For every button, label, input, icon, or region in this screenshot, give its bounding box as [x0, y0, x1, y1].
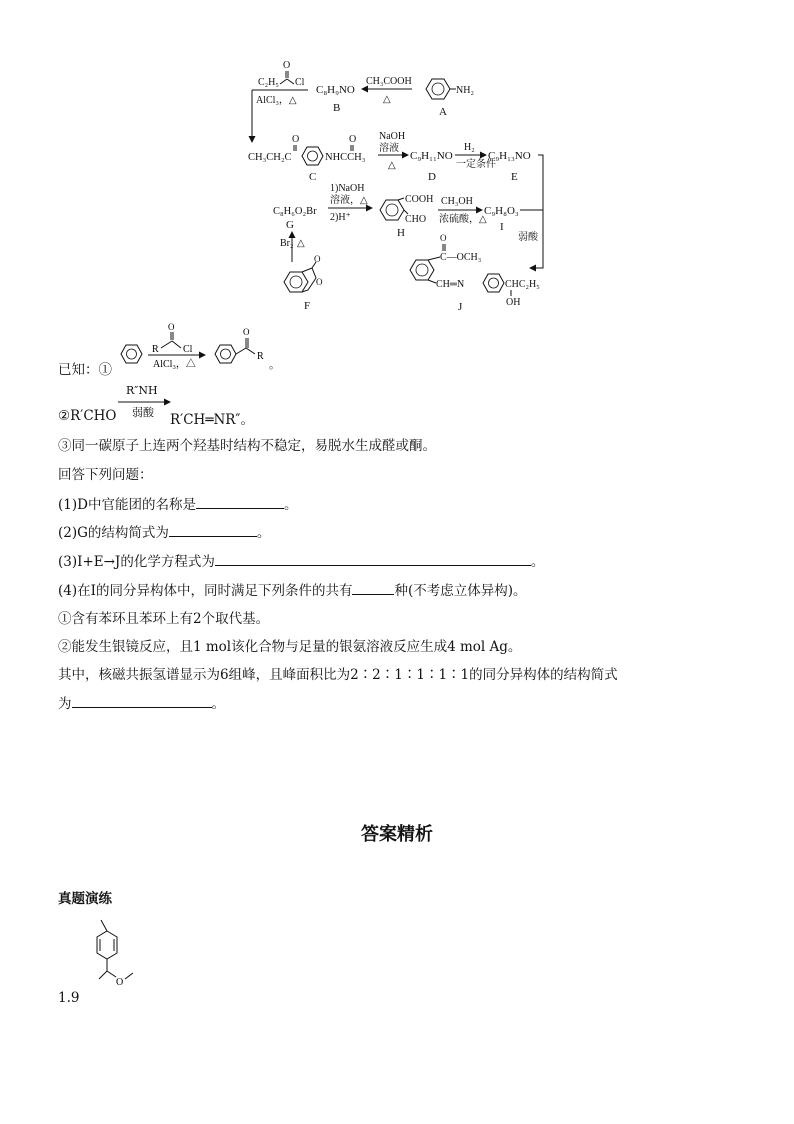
questions-intro: 回答下列问题： — [58, 467, 153, 483]
svg-text:R: R — [257, 351, 264, 362]
svg-text:O: O — [168, 322, 175, 332]
answer-blank-2[interactable] — [169, 524, 257, 537]
known-item-1-prefix: 已知：① — [58, 362, 112, 378]
reagent-acetic-acid: CH₃COOH — [366, 76, 412, 87]
svg-text:O: O — [316, 277, 323, 287]
known-item-2: R″NH ②R′CHO 弱酸 R′CH═NR″。 — [58, 384, 254, 428]
label-F: F — [304, 300, 311, 312]
svg-text:O: O — [292, 134, 300, 145]
question-4-final: 为 。 — [58, 696, 225, 712]
svg-text:Br₂: Br₂ — [280, 238, 294, 249]
compound-B-formula: C₈H₉NO — [316, 84, 355, 96]
label-G: G — [286, 219, 294, 231]
svg-text:C₂H₅: C₂H₅ — [258, 77, 279, 88]
reagent-propanoyl-chloride — [252, 60, 308, 106]
svg-text:O: O — [243, 327, 250, 337]
answer-item-label: 1.9 — [58, 990, 80, 1006]
question-2: (2)G的结构简式为 。 — [58, 525, 271, 541]
svg-text:NaOH: NaOH — [379, 131, 406, 142]
svg-text:AlCl₃，△: AlCl₃，△ — [256, 95, 297, 106]
label-A: A — [439, 106, 447, 118]
answer-blank-4[interactable] — [352, 582, 394, 595]
answer-structure — [85, 915, 155, 1010]
svg-text:O: O — [283, 60, 291, 71]
svg-text:NH₂: NH₂ — [456, 85, 474, 96]
svg-text:△: △ — [388, 160, 396, 171]
answer-title: 答案精析 — [361, 824, 433, 845]
svg-text:C—OCH₃: C—OCH₃ — [440, 252, 482, 263]
svg-text:R: R — [152, 344, 159, 355]
compound-H — [380, 194, 433, 239]
svg-text:△: △ — [297, 238, 305, 249]
svg-text:溶液，△: 溶液，△ — [330, 195, 368, 206]
svg-text:1)NaOH: 1)NaOH — [330, 183, 365, 194]
label-D: D — [428, 171, 436, 183]
label-B: B — [333, 102, 341, 114]
answer-section-heading: 真题演练 — [58, 891, 112, 907]
svg-text:。: 。 — [269, 359, 280, 371]
svg-text:COOH: COOH — [405, 194, 434, 205]
label-E: E — [511, 171, 518, 183]
svg-text:2)H⁺: 2)H⁺ — [330, 212, 351, 223]
svg-text:O: O — [440, 233, 447, 243]
label-J: J — [458, 301, 463, 313]
question-1: (1)D中官能团的名称是 。 — [58, 497, 298, 513]
svg-text:O: O — [314, 254, 321, 264]
svg-text:弱酸: 弱酸 — [518, 232, 538, 243]
svg-text:Cl: Cl — [183, 344, 193, 355]
compound-J — [410, 233, 540, 313]
condition-3: 其中，核磁共振氢谱显示为6组峰，且峰面积比为2∶2∶1∶1∶1∶1的同分异构体的结构简式 — [58, 667, 618, 683]
label-I: I — [500, 221, 504, 233]
svg-text:AlCl₃，△: AlCl₃，△ — [153, 359, 196, 370]
compound-G-formula: C₈H₆O₂Br — [273, 206, 317, 217]
svg-text:NHCCH₃: NHCCH₃ — [325, 152, 366, 163]
svg-text:CH═N: CH═N — [436, 279, 465, 290]
answer-blank-3[interactable] — [215, 553, 531, 566]
known-reaction-1 — [115, 322, 285, 382]
svg-text:O: O — [349, 134, 357, 145]
compound-F-phthalide — [284, 254, 323, 312]
condition-2: ②能发生银镜反应，且1 mol该化合物与足量的银氨溶液反应生成4 mol Ag。 — [58, 639, 522, 655]
known-item-3: ③同一碳原子上连两个羟基时结构不稳定，易脱水生成醛或酮。 — [58, 438, 436, 454]
answer-blank-5[interactable] — [72, 695, 212, 708]
compound-E-formula: C₉H₁₃NO — [488, 150, 531, 162]
svg-text:溶液: 溶液 — [379, 143, 399, 154]
svg-text:O: O — [116, 977, 124, 988]
svg-text:CH₃CH₂C: CH₃CH₂C — [248, 152, 292, 163]
label-C: C — [309, 171, 317, 183]
svg-text:CH₃OH: CH₃OH — [441, 196, 473, 207]
label-H: H — [397, 227, 405, 239]
condition-1: ①含有苯环且苯环上有2个取代基。 — [58, 611, 270, 627]
svg-text:Cl: Cl — [295, 77, 305, 88]
svg-text:OH: OH — [506, 297, 521, 308]
synthesis-scheme — [0, 0, 794, 330]
question-3: (3)I+E→J的化学方程式为 。 — [58, 554, 545, 570]
svg-text:CHO: CHO — [405, 214, 427, 225]
compound-C — [248, 134, 366, 183]
svg-text:浓硫酸，△: 浓硫酸，△ — [439, 214, 487, 225]
svg-text:CHC₂H₅: CHC₂H₅ — [505, 279, 540, 290]
question-4: (4)在I的同分异构体中，同时满足下列条件的共有 种(不考虑立体异构)。 — [58, 583, 527, 599]
compound-D-formula: C₉H₁₁NO — [410, 150, 453, 162]
svg-text:一定条件: 一定条件 — [456, 159, 496, 170]
svg-text:△: △ — [383, 94, 391, 105]
answer-blank-1[interactable] — [196, 496, 284, 509]
compound-I-formula: C₉H₈O₃ — [484, 205, 519, 217]
compound-A-aniline — [426, 79, 474, 118]
svg-text:H₂: H₂ — [464, 142, 475, 153]
